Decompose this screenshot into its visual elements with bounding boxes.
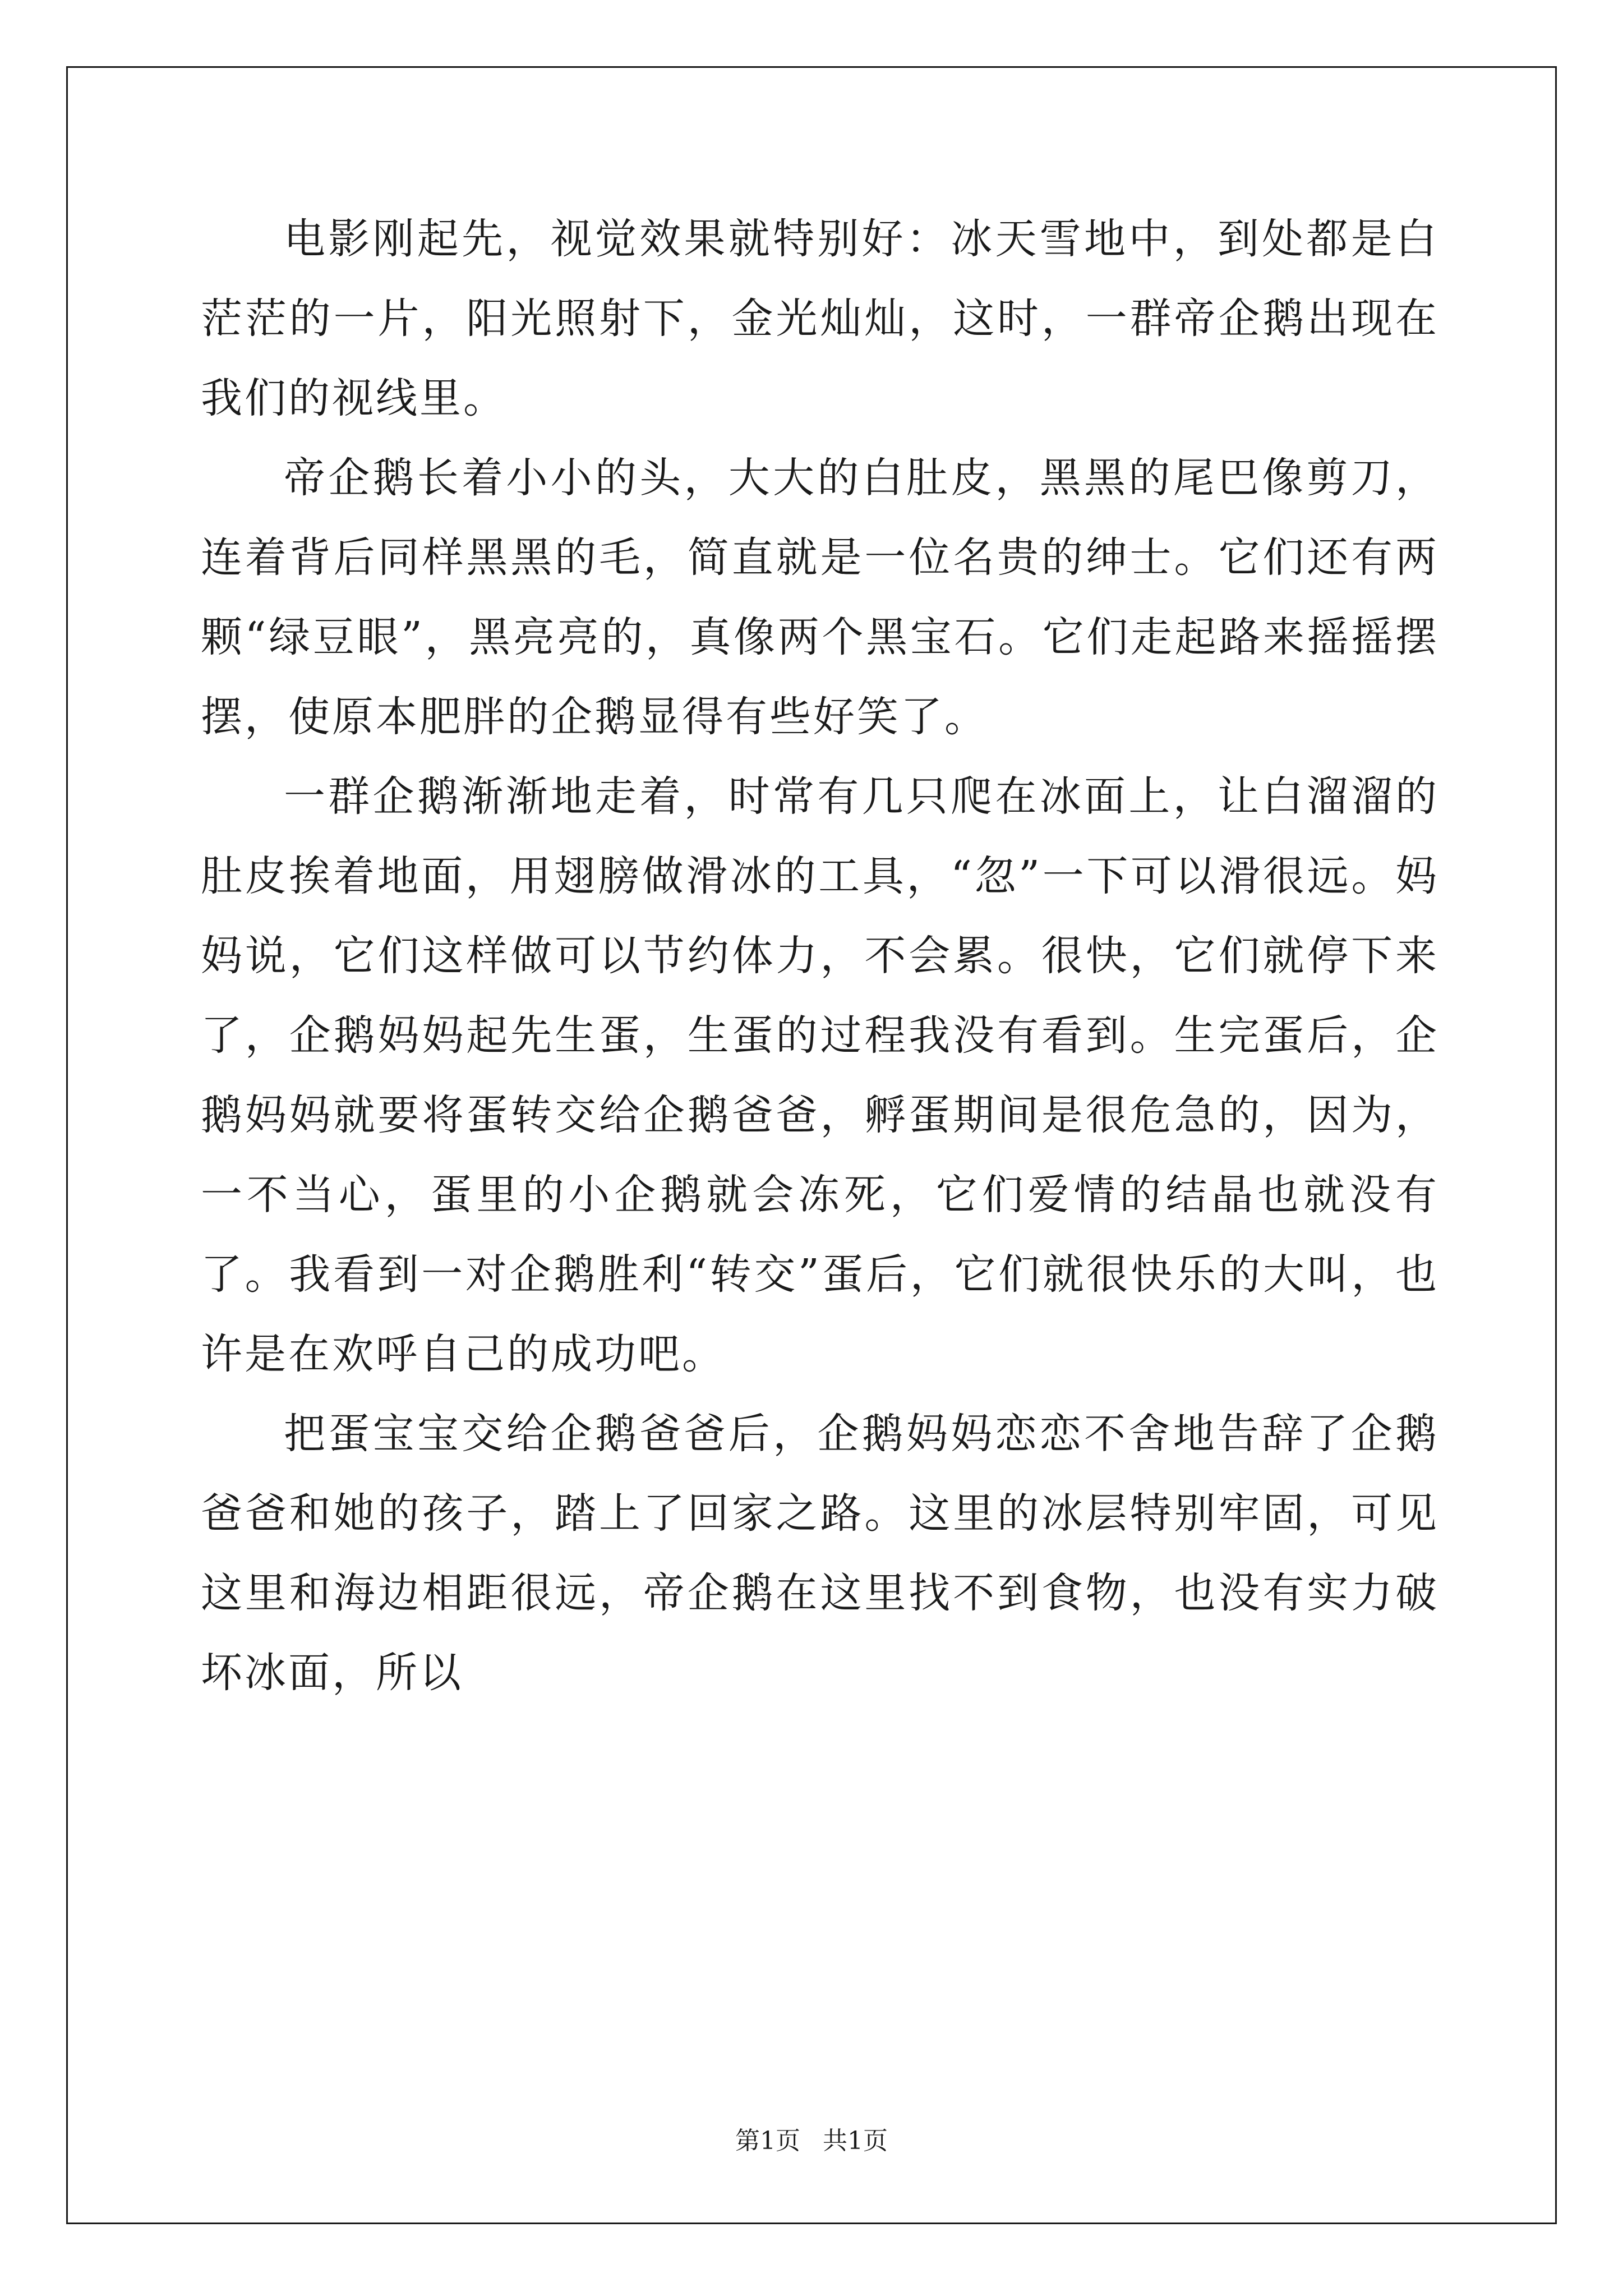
paragraph: 电影刚起先，视觉效果就特别好：冰天雪地中，到处都是白茫茫的一片，阳光照射下，金光灿灿，这时，一群帝企鹅出现在我们的视线里。 xyxy=(201,215,1439,422)
paragraph: 一群企鹅渐渐地走着，时常有几只爬在冰面上，让白溜溜的肚皮挨着地面，用翅膀做滑冰的工具，“忽”一下可以滑很远。妈妈说，它们这样做可以节约体力，不会累。很快，它们就停下来了，企鹅妈妈起先生蛋，生蛋的过程我没有看到。生完蛋后，企鹅妈妈就要将蛋转交给企鹅爸爸，孵蛋期间是很危急的，因为，一不当心，蛋里的小企鹅就会冻死，它们爱情的结晶也就没有了。我看到一对企鹅胜利“转交”蛋后，它们就很快乐的大叫，也许是在欢呼自己的成功吧。 xyxy=(201,772,1439,1378)
document-body xyxy=(201,199,1439,1713)
page-footer xyxy=(0,2120,1623,2156)
page-number: 第1页 xyxy=(735,2127,800,2155)
paragraph: 把蛋宝宝交给企鹅爸爸后，企鹅妈妈恋恋不舍地告辞了企鹅爸爸和她的孩子，踏上了回家之路。这里的冰层特别牢固，可见这里和海边相距很远，帝企鹅在这里找不到食物，也没有实力破坏冰面，所以 xyxy=(201,1410,1439,1697)
paragraph: 帝企鹅长着小小的头，大大的白肚皮，黑黑的尾巴像剪刀，连着背后同样黑黑的毛，简直就是一位名贵的绅士。它们还有两颗“绿豆眼”，黑亮亮的，真像两个黑宝石。它们走起路来摇摇摆摆，使原本肥胖的企鹅显得有些好笑了。 xyxy=(201,454,1439,741)
page-total: 共1页 xyxy=(823,2127,888,2155)
